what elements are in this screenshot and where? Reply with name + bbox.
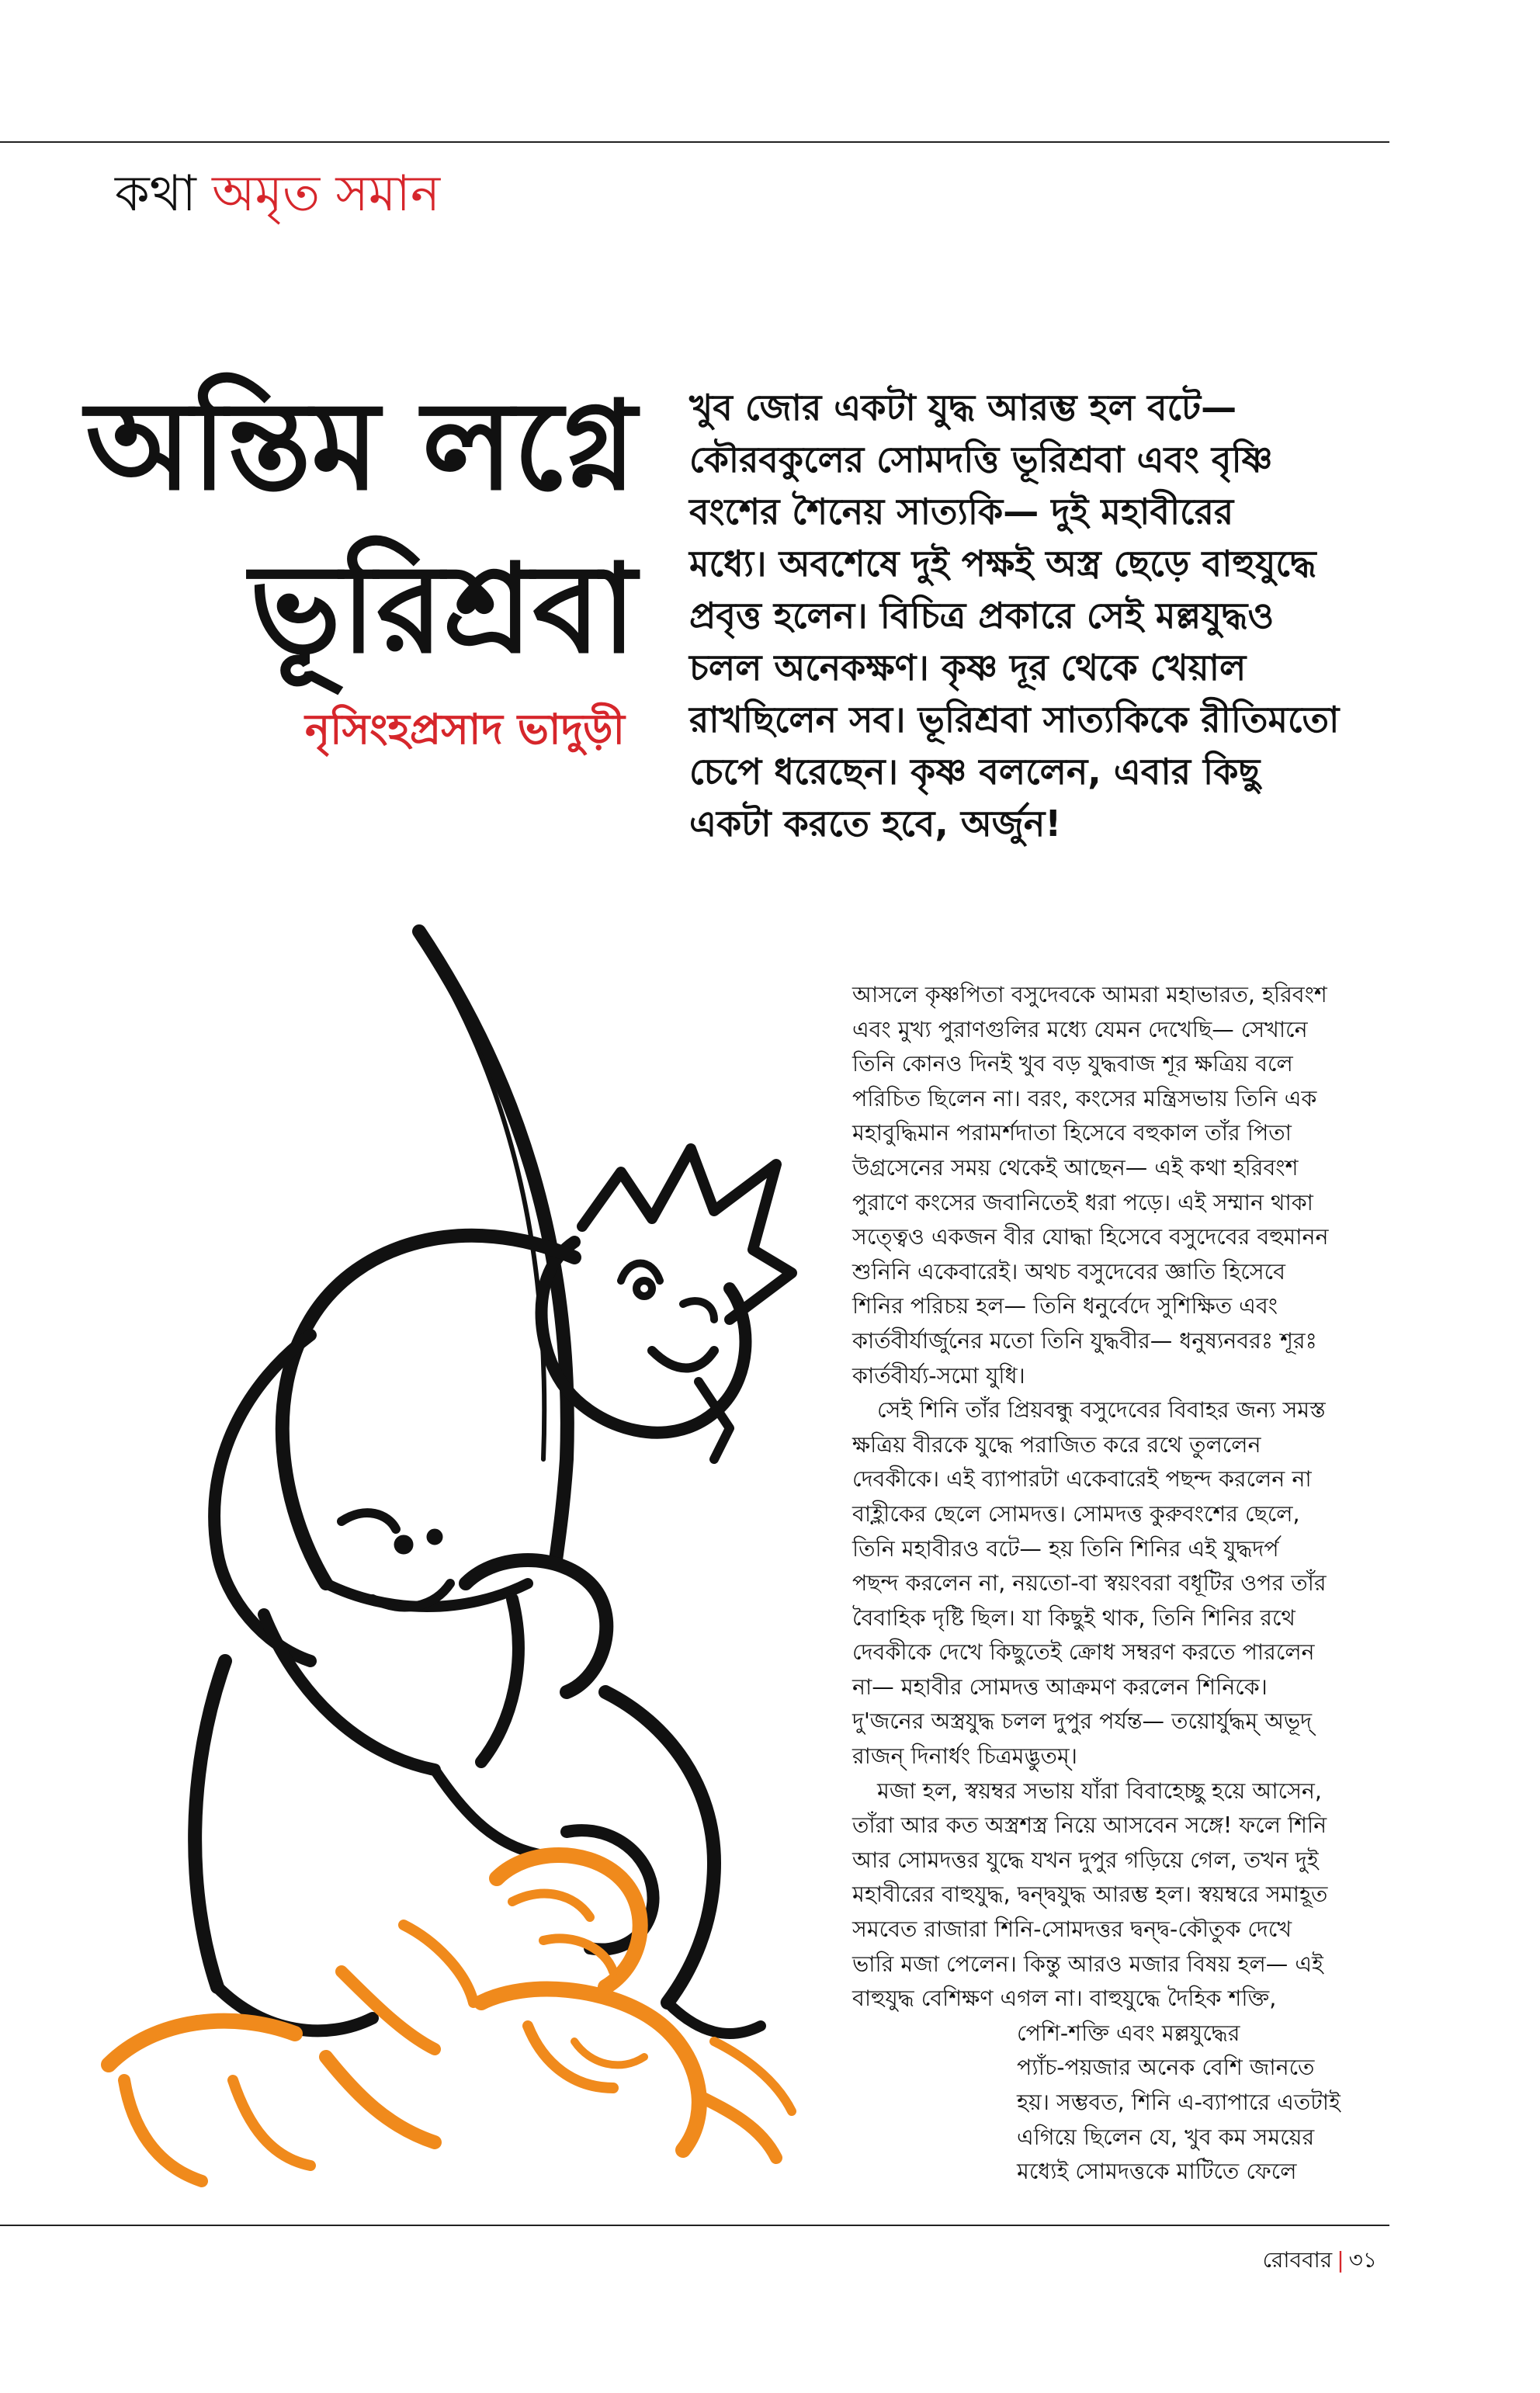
section-heading [115,163,440,225]
body-line: উগ্রসেনের সময় থেকেই আছেন— এই কথা হরিবংশ [852,1154,1299,1181]
body-line: মহাবীরের বাহুযুদ্ধ, দ্বন্দ্বযুদ্ধ আরম্ভ হল। স্বয়ম্বরে সমাহূত [852,1881,1328,1908]
body-line: পুরাণে কংসের জবানিতেই ধরা পড়ে। এই সম্মান থাকা [852,1189,1313,1216]
intro-line: চেপে ধরেছেন। কৃষ্ণ বললেন, এবার কিছু [689,751,1261,792]
body-line: কার্তবীর্যার্জুনের মতো তিনি যুদ্ধবীর— ধনুষ্যনবরঃ শূরঃ [852,1327,1317,1354]
body-line: আর সোমদত্তর যুদ্ধে যখন দুপুর গড়িয়ে গেল, তখন দুই [852,1847,1319,1873]
body-line: শিনির পরিচয় হল— তিনি ধনুর্বেদে সুশিক্ষিত এবং [852,1293,1278,1320]
body-line: দেবকীকে দেখে কিছুতেই ক্রোধ সম্বরণ করতে পারলেন [852,1639,1315,1666]
body-line: সেই শিনি তাঁর প্রিয়বন্ধু বসুদেবের বিবাহর জন্য সমস্ত [877,1397,1326,1424]
section-heading-part1: কথা [115,165,196,223]
intro-line: খুব জোর একটা যুদ্ধ আরম্ভ হল বটে— [689,387,1237,428]
article-title [78,365,636,691]
body-line: ক্ষত্রিয় বীরকে যুদ্ধে পরাজিত করে রথে তুললেন [852,1431,1261,1458]
body-line: প্যাঁচ-পয়জার অনেক বেশি জানতে [1017,2055,1315,2081]
author-name: নৃসিংহপ্রসাদ ভাদুড়ী [304,705,625,754]
magazine-name: রোববার [1262,2247,1333,2273]
body-line: সমবেত রাজারা শিনি-সোমদত্তর দ্বন্দ্ব-কৌতুক দেখে [852,1916,1292,1943]
body-line: না— মহাবীর সোমদত্ত আক্রমণ করলেন শিনিকে। [852,1673,1268,1700]
body-line: কার্তবীর্য্য-সমো যুধি। [852,1362,1025,1389]
top-rule [0,141,1389,143]
intro-paragraph [689,382,1388,850]
body-line: সত্ত্বেও একজন বীর যোদ্ধা হিসেবে বসুদেবের বহুমানন [852,1224,1329,1250]
page-number: ৩১ [1348,2247,1377,2273]
intro-line: প্রবৃত্ত হলেন। বিচিত্র প্রকারে সেই মল্লযুদ্ধও [689,595,1275,636]
body-line: ভারি মজা পেলেন। কিন্তু আরও মজার বিষয় হল— এই [852,1951,1323,1977]
body-line: পেশি-শক্তি এবং মল্লযুদ্ধের [1017,2020,1240,2046]
intro-line: কৌরবকুলের সোমদত্তি ভূরিশ্রবা এবং বৃষ্ণি [689,439,1273,480]
title-line-1: অন্তিম লগ্নে [85,374,636,518]
body-line: এবং মুখ্য পুরাণগুলির মধ্যে যেমন দেখেছি— সেখানে [852,1016,1308,1042]
intro-line: বংশের শৈনেয় সাত্যকি— দুই মহাবীরের [689,491,1234,532]
footer-separator: | [1337,2247,1344,2273]
body-line: আসলে কৃষ্ণপিতা বসুদেবকে আমরা মহাভারত, হরিবংশ [852,982,1327,1007]
bottom-rule [0,2225,1389,2226]
body-line: মজা হল, স্বয়ম্বর সভায় যাঁরা বিবাহেচ্ছু হয়ে আসেন, [877,1777,1322,1804]
intro-line: মধ্যে। অবশেষে দুই পক্ষই অস্ত্র ছেড়ে বাহুযুদ্ধে [689,543,1316,584]
wrestling-illustration [31,916,854,2204]
title-line-2: ভূরিশ্রবা [249,537,636,681]
body-line: দু'জনের অস্ত্রযুদ্ধ চলল দুপুর পর্যন্ত— তয়োর্যুদ্ধম্ অভূদ্ [852,1708,1313,1735]
section-heading-part2: অমৃত সমান [212,165,441,223]
body-line: এগিয়ে ছিলেন যে, খুব কম সময়ের [1017,2124,1315,2150]
body-line: পরিচিত ছিলেন না। বরং, কংসের মন্ত্রিসভায় তিনি এক [852,1085,1317,1112]
page-footer [1263,2245,1377,2276]
body-line: তিনি কোনও দিনই খুব বড় যুদ্ধবাজ শূর ক্ষত্রিয় বলে [852,1051,1293,1077]
body-line: শুনিনি একেবারেই। অথচ বসুদেবের জ্ঞাতি হিসেবে [852,1258,1285,1285]
body-line: বাহুযুদ্ধ বেশিক্ষণ এগল না। বাহুযুদ্ধে দৈহিক শক্তি, [852,1985,1277,2012]
intro-line: চলল অনেকক্ষণ। কৃষ্ণ দূর থেকে খেয়াল [689,647,1247,688]
body-line: রাজন্ দিনার্ধং চিত্রমদ্ভুতম্। [852,1743,1077,1770]
body-line: বৈবাহিক দৃষ্টি ছিল। যা কিছুই থাক, তিনি শিনির রথে [852,1604,1295,1631]
body-line: তিনি মহাবীরও বটে— হয় তিনি শিনির এই যুদ্ধদর্প [852,1535,1279,1562]
body-line: হয়। সম্ভবত, শিনি এ-ব্যাপারে এতটাই [1017,2090,1341,2115]
intro-line: একটা করতে হবে, অর্জুন! [689,803,1062,844]
body-line: তাঁরা আর কত অস্ত্রশস্ত্র নিয়ে আসবেন সঙ্গে! ফলে শিনি [852,1812,1327,1839]
body-line: মহাবুদ্ধিমান পরামর্শদাতা হিসেবে বহুকাল তাঁর পিতা [852,1120,1292,1146]
body-line: মধ্যেই সোমদত্তকে মাটিতে ফেলে [1017,2159,1297,2185]
body-line: বাহ্লীকের ছেলে সোমদত্ত। সোমদত্ত কুরুবংশের ছেলে, [852,1500,1300,1527]
article-body [852,978,1388,2190]
body-line: পছন্দ করলেন না, নয়তো-বা স্বয়ংবরা বধূটির ওপর তাঁর [852,1570,1327,1597]
body-line: দেবকীকে। এই ব্যাপারটা একেবারেই পছন্দ করলেন না [852,1466,1312,1493]
intro-line: রাখছিলেন সব। ভূরিশ্রবা সাত্যকিকে রীতিমতো [689,699,1340,740]
